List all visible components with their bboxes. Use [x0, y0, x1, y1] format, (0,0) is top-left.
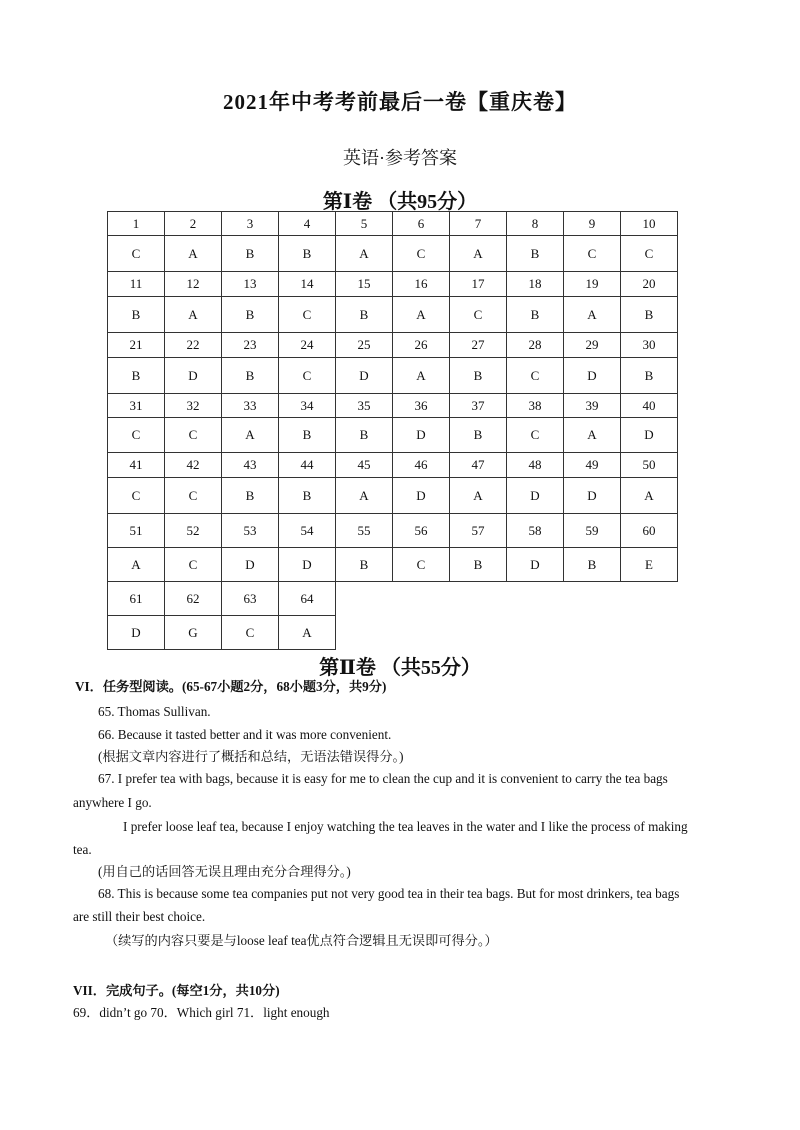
answer-67-alt-line2: tea. [73, 842, 92, 857]
answer-row [108, 616, 678, 650]
question-number-cell: 21 [108, 333, 165, 358]
document-title: 2021年中考考前最后一卷【重庆卷】 [223, 90, 577, 114]
question-number-cell: 4 [279, 212, 336, 236]
question-number-cell: 25 [336, 333, 393, 358]
empty-cell [393, 616, 450, 650]
empty-cell [336, 616, 393, 650]
answer-key-cell: A [336, 236, 393, 272]
answer-key-cell: C [108, 418, 165, 453]
answer-key-cell: B [279, 418, 336, 453]
number-row [108, 333, 678, 358]
question-number-cell: 43 [222, 453, 279, 478]
answer-key-cell: A [165, 297, 222, 333]
number-row [108, 272, 678, 297]
answer-key-cell: A [450, 236, 507, 272]
empty-cell [564, 582, 621, 616]
question-number-cell: 23 [222, 333, 279, 358]
answer-key-cell: C [393, 236, 450, 272]
answer-key-cell: B [336, 297, 393, 333]
answer-key-cell: D [336, 358, 393, 394]
note-66: (根据文章内容进行了概括和总结，无语法错误得分。) [98, 749, 404, 764]
question-number-cell: 54 [279, 514, 336, 548]
question-number-cell: 38 [507, 394, 564, 418]
question-number-cell: 7 [450, 212, 507, 236]
answer-key-cell: B [222, 236, 279, 272]
question-number-cell: 58 [507, 514, 564, 548]
answer-key-cell: B [621, 297, 678, 333]
answer-66: 66. Because it tasted better and it was more convenient. [98, 727, 392, 742]
question-number-cell: 56 [393, 514, 450, 548]
question-number-cell: 64 [279, 582, 336, 616]
answer-key-cell: C [279, 297, 336, 333]
answer-key-cell: A [564, 418, 621, 453]
question-number-cell: 55 [336, 514, 393, 548]
question-number-cell: 57 [450, 514, 507, 548]
question-number-cell: 32 [165, 394, 222, 418]
empty-cell [621, 582, 678, 616]
question-number-cell: 49 [564, 453, 621, 478]
number-row [108, 514, 678, 548]
question-number-cell: 41 [108, 453, 165, 478]
question-number-cell: 59 [564, 514, 621, 548]
question-number-cell: 22 [165, 333, 222, 358]
answer-key-cell: A [279, 616, 336, 650]
answer-key-cell: C [108, 478, 165, 514]
empty-cell [564, 616, 621, 650]
question-number-cell: 27 [450, 333, 507, 358]
answer-key-cell: B [108, 358, 165, 394]
question-number-cell: 3 [222, 212, 279, 236]
question-number-cell: 37 [450, 394, 507, 418]
question-number-cell: 62 [165, 582, 222, 616]
empty-cell [507, 616, 564, 650]
answer-key-cell: A [336, 478, 393, 514]
answer-key-cell: A [393, 358, 450, 394]
answer-key-cell: A [108, 548, 165, 582]
question-number-cell: 1 [108, 212, 165, 236]
question-number-cell: 52 [165, 514, 222, 548]
question-number-cell: 48 [507, 453, 564, 478]
answer-key-cell: B [564, 548, 621, 582]
answer-row [108, 236, 678, 272]
question-number-cell: 45 [336, 453, 393, 478]
answer-key-cell: C [450, 297, 507, 333]
answer-key-cell: B [450, 358, 507, 394]
answer-key-cell: B [450, 418, 507, 453]
question-number-cell: 26 [393, 333, 450, 358]
answer-key-cell: C [393, 548, 450, 582]
question-number-cell: 13 [222, 272, 279, 297]
question-number-cell: 14 [279, 272, 336, 297]
question-number-cell: 46 [393, 453, 450, 478]
question-number-cell: 28 [507, 333, 564, 358]
question-number-cell: 8 [507, 212, 564, 236]
empty-cell [450, 616, 507, 650]
question-number-cell: 31 [108, 394, 165, 418]
answer-key-cell: B [222, 297, 279, 333]
question-number-cell: 24 [279, 333, 336, 358]
number-row [108, 212, 678, 236]
answer-key-cell: A [564, 297, 621, 333]
question-number-cell: 20 [621, 272, 678, 297]
question-number-cell: 5 [336, 212, 393, 236]
question-number-cell: 15 [336, 272, 393, 297]
answer-key-cell: B [336, 418, 393, 453]
answer-key-cell: C [507, 418, 564, 453]
question-number-cell: 53 [222, 514, 279, 548]
question-number-cell: 11 [108, 272, 165, 297]
section6-heading: VI．任务型阅读。(65-67小题2分，68小题3分，共9分) [75, 679, 387, 694]
empty-cell [507, 582, 564, 616]
question-number-cell: 36 [393, 394, 450, 418]
question-number-cell: 39 [564, 394, 621, 418]
question-number-cell: 44 [279, 453, 336, 478]
answer-row [108, 418, 678, 453]
number-row [108, 394, 678, 418]
question-number-cell: 34 [279, 394, 336, 418]
number-row [108, 582, 678, 616]
question-number-cell: 9 [564, 212, 621, 236]
answer-key-cell: C [621, 236, 678, 272]
empty-cell [393, 582, 450, 616]
question-number-cell: 50 [621, 453, 678, 478]
answer-key-cell: D [222, 548, 279, 582]
answer-row [108, 478, 678, 514]
answer-key-cell: B [621, 358, 678, 394]
question-number-cell: 61 [108, 582, 165, 616]
answer-key-cell: E [621, 548, 678, 582]
answer-68-line1: 68. This is because some tea companies put not very good tea in their tea bags. But for most drinkers, tea bags [98, 886, 680, 901]
answer-67-line2: anywhere I go. [73, 795, 152, 810]
answer-key-cell: B [336, 548, 393, 582]
answer-65: 65. Thomas Sullivan. [98, 704, 211, 719]
answer-key-cell: D [393, 478, 450, 514]
question-number-cell: 6 [393, 212, 450, 236]
answer-key-cell: A [222, 418, 279, 453]
answer-68-line2: are still their best choice. [73, 909, 206, 924]
section7-heading: VII．完成句子。(每空1分，共10分) [73, 983, 280, 998]
answer-key-cell: D [621, 418, 678, 453]
question-number-cell: 2 [165, 212, 222, 236]
question-number-cell: 33 [222, 394, 279, 418]
answer-key-cell: B [222, 478, 279, 514]
question-number-cell: 12 [165, 272, 222, 297]
answer-key-cell: D [165, 358, 222, 394]
answer-key-cell: C [165, 418, 222, 453]
question-number-cell: 18 [507, 272, 564, 297]
document-subtitle: 英语·参考答案 [343, 148, 457, 168]
answer-key-cell: A [165, 236, 222, 272]
question-number-cell: 10 [621, 212, 678, 236]
answer-key-cell: A [450, 478, 507, 514]
answer-key-cell: D [564, 358, 621, 394]
empty-cell [621, 616, 678, 650]
answer-key-cell: C [564, 236, 621, 272]
answer-key-cell: G [165, 616, 222, 650]
answer-key-cell: D [279, 548, 336, 582]
number-row [108, 453, 678, 478]
answer-key-cell: D [507, 548, 564, 582]
question-number-cell: 35 [336, 394, 393, 418]
answer-key-cell: C [222, 616, 279, 650]
answer-67-alt-line1: I prefer loose leaf tea, because I enjoy watching the tea leaves in the water and I like the process of making [123, 819, 688, 834]
note-67: (用自己的话回答无误且理由充分合理得分。) [98, 864, 351, 879]
answer-key-cell: D [108, 616, 165, 650]
empty-cell [336, 582, 393, 616]
answer-key-cell: C [165, 478, 222, 514]
note-68: （续写的内容只要是与loose leaf tea优点符合逻辑且无误即可得分。） [105, 933, 498, 948]
question-number-cell: 29 [564, 333, 621, 358]
answer-row [108, 548, 678, 582]
question-number-cell: 51 [108, 514, 165, 548]
answer-key-cell: C [108, 236, 165, 272]
empty-cell [450, 582, 507, 616]
part1-title: 第Ⅰ卷 （共95分） [322, 191, 478, 213]
question-number-cell: 40 [621, 394, 678, 418]
answer-key-cell: C [165, 548, 222, 582]
answer-key-cell: A [393, 297, 450, 333]
answer-key-cell: B [108, 297, 165, 333]
question-number-cell: 42 [165, 453, 222, 478]
answer-key-cell: D [507, 478, 564, 514]
answer-67-line1: 67. I prefer tea with bags, because it is easy for me to clean the cup and it is convenient to carry the tea bags [98, 771, 668, 786]
answer-key-cell: D [564, 478, 621, 514]
question-number-cell: 16 [393, 272, 450, 297]
answer-key-cell: C [279, 358, 336, 394]
answer-row [108, 358, 678, 394]
answer-key-cell: C [507, 358, 564, 394]
section7-answers: 69．didn’t go 70．Which girl 71．light enough [73, 1005, 330, 1020]
answer-key-cell: A [621, 478, 678, 514]
question-number-cell: 60 [621, 514, 678, 548]
question-number-cell: 19 [564, 272, 621, 297]
question-number-cell: 17 [450, 272, 507, 297]
answer-key-cell: B [507, 297, 564, 333]
answer-key-cell: B [450, 548, 507, 582]
answer-table [107, 211, 678, 650]
part2-title: 第Ⅱ卷 （共55分） [319, 657, 481, 679]
answer-key-cell: B [507, 236, 564, 272]
answer-key-cell: D [393, 418, 450, 453]
question-number-cell: 30 [621, 333, 678, 358]
answer-key-cell: B [222, 358, 279, 394]
answer-key-cell: B [279, 478, 336, 514]
question-number-cell: 63 [222, 582, 279, 616]
answer-row [108, 297, 678, 333]
question-number-cell: 47 [450, 453, 507, 478]
answer-key-cell: B [279, 236, 336, 272]
